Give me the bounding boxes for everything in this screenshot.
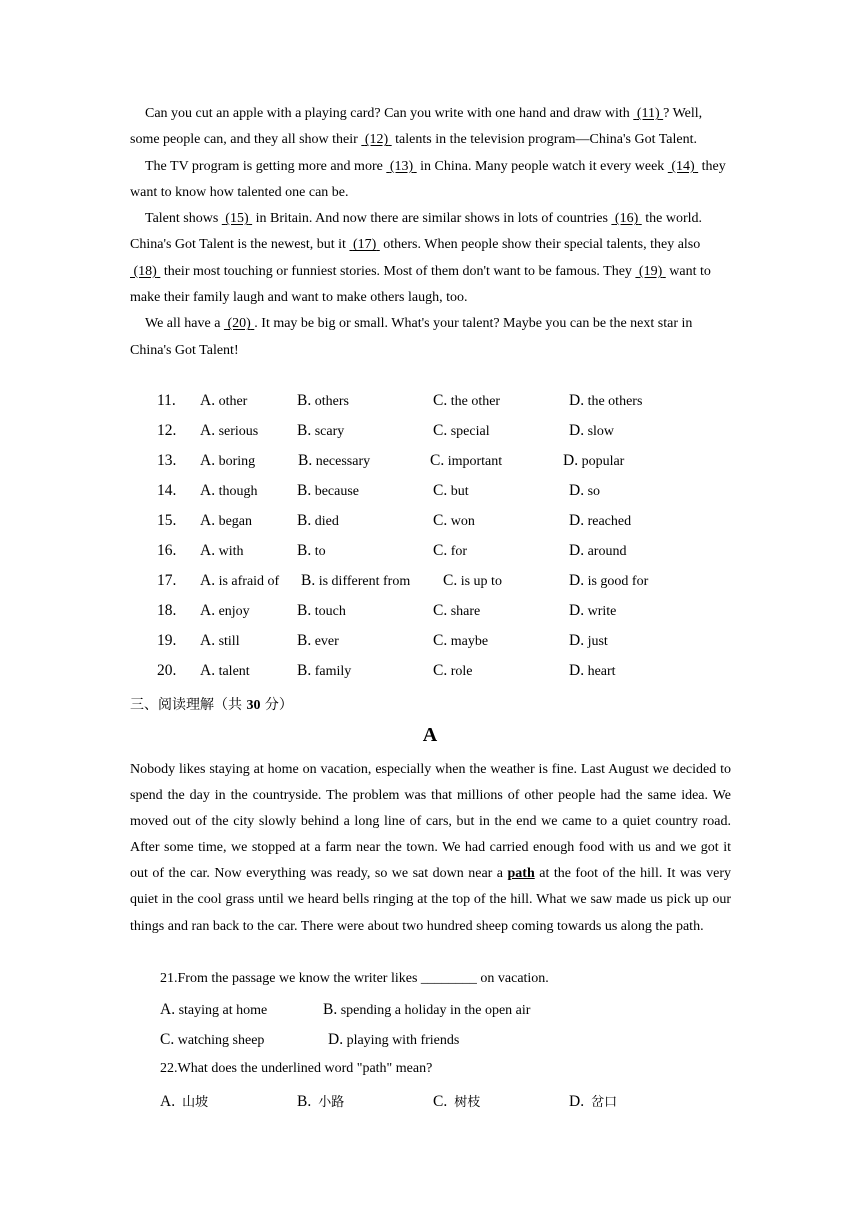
option-letter: A. — [200, 452, 216, 469]
option-text: is good for — [587, 574, 649, 589]
option-b[interactable] — [297, 422, 344, 440]
option-text: watching sheep — [177, 1033, 265, 1048]
option-c[interactable] — [433, 482, 469, 500]
option-letter: D. — [569, 572, 585, 589]
question-row-18 — [0, 602, 860, 626]
option-text: is afraid of — [218, 574, 280, 589]
option-b[interactable] — [297, 512, 339, 530]
question-22-option-b[interactable] — [297, 1091, 344, 1111]
option-text: special — [450, 424, 490, 439]
option-letter: C. — [433, 542, 448, 559]
option-letter: C. — [433, 602, 448, 619]
option-letter: B. — [297, 512, 312, 529]
option-letter: A. — [200, 512, 216, 529]
option-text: serious — [218, 424, 259, 439]
question-number: 12. — [157, 422, 177, 439]
question-row-17 — [0, 572, 860, 596]
question-22-stem: 22.What does the underlined word "path" mean? — [160, 1061, 433, 1076]
option-letter: A. — [200, 662, 216, 679]
option-letter: B. — [297, 602, 312, 619]
option-letter: A. — [160, 1093, 176, 1110]
option-text: with — [218, 544, 244, 559]
option-text: slow — [587, 424, 615, 439]
option-letter: D. — [328, 1031, 344, 1048]
question-row-11 — [0, 392, 860, 416]
option-text: is up to — [460, 574, 502, 589]
option-a[interactable] — [200, 392, 247, 410]
option-a[interactable] — [200, 512, 252, 530]
question-21-option-d[interactable] — [328, 1031, 459, 1049]
cloze-paragraph-4 — [130, 311, 732, 364]
blank-15: (15) — [225, 211, 249, 227]
option-text: touch — [314, 604, 346, 619]
option-letter: C. — [433, 422, 448, 439]
blank-17: (17) — [352, 237, 377, 253]
option-c[interactable] — [433, 632, 488, 650]
blank-13: (13) — [389, 158, 414, 174]
option-text: popular — [581, 454, 625, 469]
blank-14: (14) — [671, 158, 695, 174]
option-text: boring — [218, 454, 256, 469]
option-a[interactable] — [200, 572, 279, 590]
option-c[interactable] — [443, 572, 502, 590]
question-row-20 — [0, 662, 860, 686]
option-text: 树枝 — [454, 1095, 481, 1110]
option-c[interactable] — [433, 662, 472, 680]
passage-text: others. When people show their special talents, they also — [379, 237, 701, 253]
option-text: important — [447, 454, 503, 469]
option-d[interactable] — [569, 572, 648, 590]
question-number: 13. — [157, 452, 177, 469]
option-letter: B. — [297, 542, 312, 559]
option-letter: B. — [323, 1001, 338, 1018]
blank-11: (11) — [636, 106, 660, 121]
option-text: because — [314, 484, 360, 499]
option-text: spending a holiday in the open air — [340, 1003, 531, 1018]
option-letter: D. — [563, 452, 579, 469]
question-number: 15. — [157, 512, 177, 529]
option-letter: D. — [569, 482, 585, 499]
passage-text: talents in the television program—China's Got Talent. — [391, 132, 697, 148]
option-letter: C. — [160, 1031, 175, 1048]
option-text: necessary — [315, 454, 371, 469]
option-letter: C. — [433, 392, 448, 409]
option-letter: B. — [297, 422, 312, 439]
question-number: 18. — [157, 602, 177, 619]
option-b[interactable] — [297, 482, 359, 500]
option-b[interactable] — [297, 602, 346, 620]
option-b[interactable] — [297, 632, 339, 650]
passage-text: they want to know how talented one can be. — [130, 158, 726, 200]
passage-text: We all have a — [145, 316, 224, 332]
option-text: for — [450, 544, 468, 559]
question-number: 11. — [157, 392, 176, 409]
passage-text: Can you cut an apple with a playing card? Can you write with one hand and draw with — [145, 106, 634, 121]
option-text: write — [587, 604, 617, 619]
question-21-option-a[interactable] — [160, 1001, 267, 1019]
passage-text: The TV program is getting more and more — [145, 158, 387, 174]
option-letter: D. — [569, 512, 585, 529]
question-row-13 — [0, 452, 860, 476]
blank-19: (19) — [638, 263, 663, 279]
option-letter: B. — [297, 392, 312, 409]
cloze-paragraph-2 — [130, 154, 732, 207]
option-text: 岔口 — [591, 1095, 618, 1110]
option-letter: A. — [200, 572, 216, 589]
option-d[interactable] — [569, 482, 600, 500]
cloze-paragraph-3 — [130, 206, 732, 311]
option-text: is different from — [318, 574, 411, 589]
option-text: 小路 — [318, 1095, 345, 1110]
option-letter: C. — [433, 1093, 448, 1110]
cloze-passage — [130, 101, 732, 364]
option-d[interactable] — [569, 422, 614, 440]
blank-20: (20) — [227, 316, 251, 332]
option-letter: B. — [298, 452, 313, 469]
option-a[interactable] — [200, 482, 257, 500]
passage-text: the world. China's Got Talent is the newest, but it — [130, 211, 702, 253]
option-d[interactable] — [569, 662, 616, 680]
option-letter: A. — [200, 602, 216, 619]
option-c[interactable] — [433, 392, 500, 410]
option-text: began — [218, 514, 253, 529]
option-c[interactable] — [430, 452, 502, 470]
option-letter: C. — [433, 632, 448, 649]
question-row-16 — [0, 542, 860, 566]
option-d[interactable] — [569, 602, 616, 620]
option-c[interactable] — [433, 542, 467, 560]
option-text: still — [218, 634, 240, 649]
option-c[interactable] — [433, 602, 480, 620]
option-text: family — [314, 664, 352, 679]
option-letter: D. — [569, 542, 585, 559]
reading-passage — [130, 757, 731, 940]
option-letter: D. — [569, 632, 585, 649]
option-text: to — [314, 544, 326, 559]
question-22-option-a[interactable] — [160, 1091, 208, 1111]
option-d[interactable] — [569, 512, 631, 530]
option-letter: D. — [569, 662, 585, 679]
option-text: scary — [314, 424, 345, 439]
question-21-option-b[interactable] — [323, 1001, 530, 1019]
option-letter: C. — [433, 512, 448, 529]
passage-title: A — [422, 724, 438, 746]
question-21-stem: 21.From the passage we know the writer likes ________ on vacation. — [160, 971, 549, 986]
cloze-paragraph-1 — [130, 101, 732, 154]
option-b[interactable] — [301, 572, 410, 590]
option-letter: A. — [200, 422, 216, 439]
option-text: role — [450, 664, 473, 679]
option-d[interactable] — [569, 392, 642, 410]
option-text: staying at home — [178, 1003, 268, 1018]
option-letter: A. — [200, 632, 216, 649]
option-letter: C. — [433, 482, 448, 499]
option-text: though — [218, 484, 258, 499]
option-text: other — [218, 394, 248, 409]
question-row-14 — [0, 482, 860, 506]
section-heading — [130, 694, 293, 714]
option-text: enjoy — [218, 604, 250, 619]
option-text: others — [314, 394, 349, 409]
option-a[interactable] — [200, 602, 250, 620]
option-letter: C. — [433, 662, 448, 679]
question-row-12 — [0, 422, 860, 446]
underlined-keyword: path — [507, 866, 535, 882]
option-b[interactable] — [297, 392, 349, 410]
passage-text: Nobody likes staying at home on vacation, especially when the weather is fine. Last August we decided to spend the day in the countryside. The problem was that millions of other people had the same idea. We moved out of the city slowly behind a long line of cars, but in the end we came to a quiet country road. After some time, we stopped at a farm near the town. We had carried enough food with us and we got it out of the car. Now everything was ready, so we sat down near a — [130, 762, 731, 882]
option-b[interactable] — [297, 542, 326, 560]
question-row-15 — [0, 512, 860, 536]
option-text: but — [450, 484, 469, 499]
question-number: 16. — [157, 542, 177, 559]
option-letter: B. — [297, 662, 312, 679]
passage-text: their most touching or funniest stories. Most of them don't want to be famous. They — [160, 263, 636, 279]
option-text: talent — [218, 664, 250, 679]
option-letter: B. — [297, 482, 312, 499]
option-letter: A. — [200, 392, 216, 409]
option-d[interactable] — [563, 452, 624, 470]
option-text: playing with friends — [346, 1033, 460, 1048]
question-22-option-c[interactable] — [433, 1091, 480, 1111]
option-a[interactable] — [200, 662, 250, 680]
option-letter: C. — [443, 572, 458, 589]
option-c[interactable] — [433, 512, 475, 530]
option-letter: B. — [301, 572, 316, 589]
option-letter: B. — [297, 1093, 312, 1110]
question-21-option-c[interactable] — [160, 1031, 264, 1049]
passage-text: at the foot of the hill. It was very quiet in the cool grass until we heard bells ringing at the top of the hill. What we saw made us pick up our things and ran back to the car. There were about two hundred sheep coming towards us along the path. — [130, 866, 731, 934]
option-letter: D. — [569, 1093, 585, 1110]
passage-text: . It may be big or small. What's your talent? Maybe you can be the next star in China's Got Talent! — [130, 316, 693, 358]
option-text: so — [587, 484, 601, 499]
passage-text: in Britain. And now there are similar shows in lots of countries — [252, 211, 612, 227]
option-a[interactable] — [200, 632, 240, 650]
option-letter: A. — [200, 482, 216, 499]
question-number: 20. — [157, 662, 177, 679]
blank-12: (12) — [364, 132, 389, 148]
option-text: won — [450, 514, 475, 529]
section-points: 30 — [246, 698, 261, 713]
option-letter: A. — [200, 542, 216, 559]
question-22-option-d[interactable] — [569, 1091, 617, 1111]
option-text: died — [314, 514, 339, 529]
question-number: 17. — [157, 572, 177, 589]
passage-text: want to make their family laugh and want to make others laugh, too. — [130, 263, 711, 306]
question-number: 19. — [157, 632, 177, 649]
option-letter: D. — [569, 602, 585, 619]
blank-16: (16) — [614, 211, 639, 227]
passage-text: ? Well, some people can, and they all show their — [130, 106, 703, 148]
option-c[interactable] — [433, 422, 490, 440]
option-letter: D. — [569, 392, 585, 409]
option-a[interactable] — [200, 452, 255, 470]
option-letter: D. — [569, 422, 585, 439]
option-letter: B. — [297, 632, 312, 649]
option-letter: A. — [160, 1001, 176, 1018]
passage-text: in China. Many people watch it every week — [416, 158, 668, 174]
option-text: share — [450, 604, 481, 619]
option-text: the other — [450, 394, 501, 409]
option-text: maybe — [450, 634, 489, 649]
option-d[interactable] — [569, 632, 608, 650]
question-number: 14. — [157, 482, 177, 499]
option-text: heart — [587, 664, 616, 679]
section-label-suffix: 分） — [260, 697, 293, 713]
option-b[interactable] — [297, 662, 351, 680]
option-text: the others — [587, 394, 643, 409]
option-text: just — [587, 634, 608, 649]
blank-18: (18) — [133, 263, 157, 279]
option-text: 山坡 — [182, 1095, 209, 1110]
option-text: ever — [314, 634, 339, 649]
option-letter: C. — [430, 452, 445, 469]
option-a[interactable] — [200, 422, 258, 440]
option-b[interactable] — [298, 452, 370, 470]
option-text: reached — [587, 514, 632, 529]
passage-text: Talent shows — [145, 211, 222, 227]
option-d[interactable] — [569, 542, 626, 560]
option-a[interactable] — [200, 542, 243, 560]
question-row-19 — [0, 632, 860, 656]
option-text: around — [587, 544, 627, 559]
section-label: 三、阅读理解（共 — [130, 697, 247, 713]
